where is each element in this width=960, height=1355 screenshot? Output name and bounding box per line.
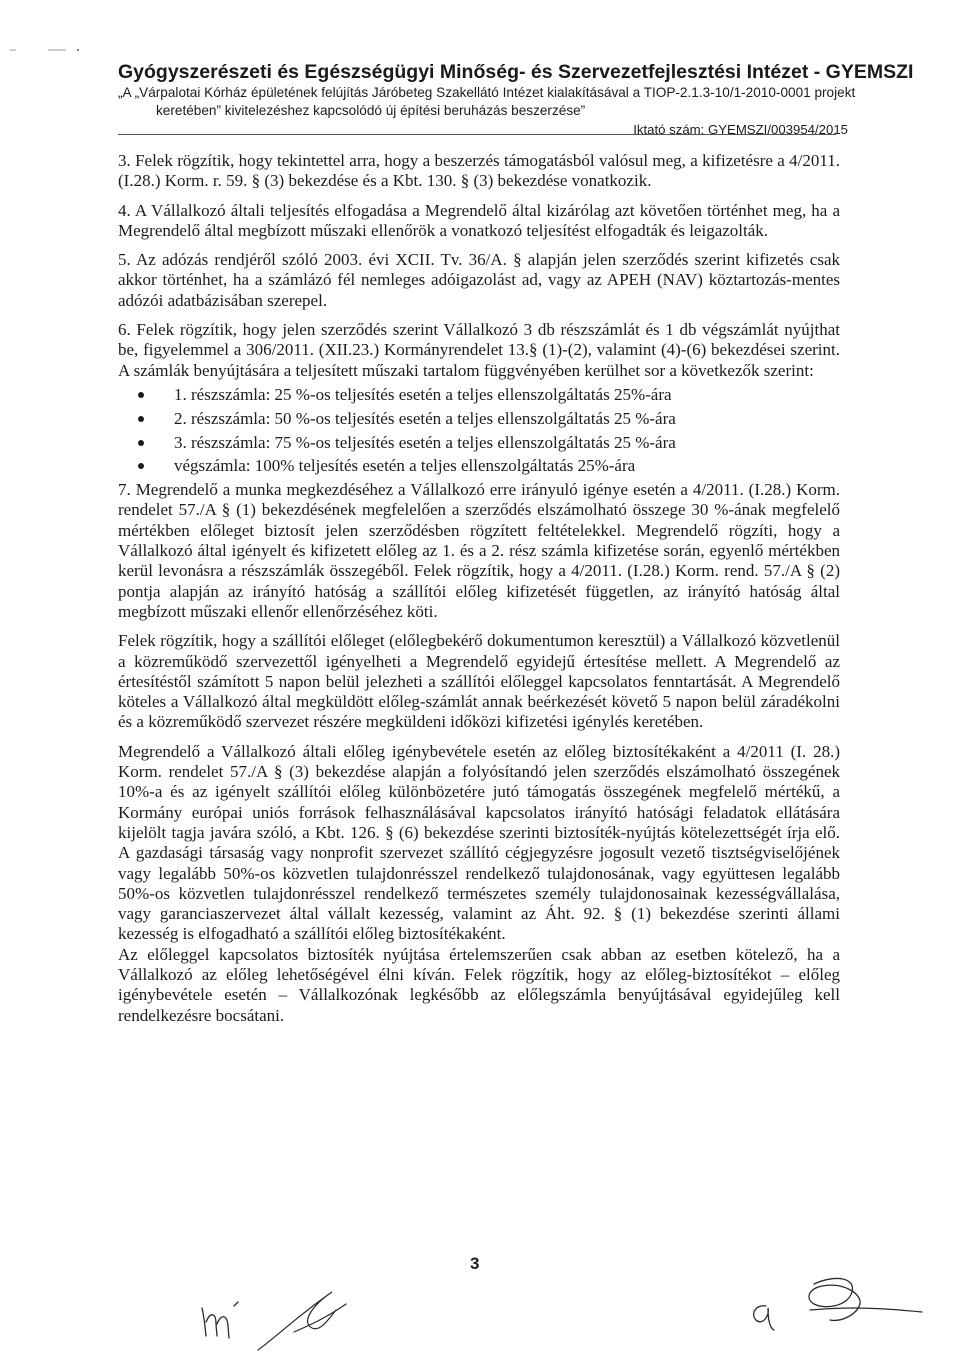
clause-5: 5. Az adózás rendjéről szóló 2003. évi XCII. Tv. 36/A. § alapján jelen szerződés szerint kifizetés csak akkor történhet, ha a számlázó fél nemleges adóigazolást ad, vagy az APEH (NAV) köztartozás-mentes adózói adatbázisában szerepel. bbox=[118, 250, 840, 310]
project-title-line-2: keretében” kivitelezéshez kapcsolódó új építési beruházás beszerzése” bbox=[156, 103, 586, 118]
project-title-line-1: „A „Várpalotai Kórház épületének felújítás Járóbeteg Szakellátó Intézet kialakításával a TIOP-2.1.3-10/1-2010-0001 projekt bbox=[118, 85, 856, 100]
guarantee-obligation-paragraph: Az előleggel kapcsolatos biztosíték nyújtása értelemszerűen csak abban az esetben kötelező, ha a Vállalkozó az előleg lehetőségével élni kíván. Felek rögzítik, hogy az előleg-biztosítékot – előleg igénybevétele esetén – Vállalkozónak legkésőbb az előlegszámla benyújtásával egyidejűleg kell rendelkezésre bocsátani. bbox=[118, 944, 840, 1025]
list-item bbox=[118, 385, 840, 405]
invoice-text: végszámla: 100% teljesítés esetén a teljes ellenszolgáltatás 25%-ára bbox=[174, 456, 636, 476]
invoice-list bbox=[118, 385, 840, 477]
header-divider bbox=[118, 134, 836, 135]
list-item bbox=[118, 456, 840, 476]
scan-corner-mark bbox=[10, 48, 80, 52]
clause-3: 3. Felek rögzítik, hogy tekintettel arra, hogy a beszerzés támogatásból valósul meg, a kifizetésre a 4/2011. (I.28.) Korm. r. 59. § (3) bekezdése és a Kbt. 130. § (3) bekezdése vonatkozik. bbox=[118, 151, 840, 191]
signature-right bbox=[744, 1270, 944, 1340]
clause-7: 7. Megrendelő a munka megkezdéséhez a Vállalkozó erre irányuló igénye esetén a 4/2011. (I.28.) Korm. rendelet 57./A § (1) bekezdésének megfelelően a szerződés elszámolható összege 30 %-ának megfelelő mértékben előleget biztosít jelen szerződésben rögzített feltételekkel. Megrendelő rögzíti, hogy a Vállalkozó által igényelt és kifizetett előleg az 1. és a 2. rész számla kifizetése során, egyenlő mértékben kerül levonásra a részszámlák összegéből. Felek rögzítik, hogy a 4/2011. (I.28.) Korm. rend. 57./A § (2) pontja alapján az irányító hatóság a szállítói előleg kifizetését független, az irányító hatóság által megbízott műszaki ellenőr ellenőrzéséhez köti. bbox=[118, 480, 840, 621]
list-item bbox=[118, 409, 840, 429]
clause-4: 4. A Vállalkozó általi teljesítés elfogadása a Megrendelő által kizárólag azt követően történhet meg, ha a Megrendelő által megbízott műszaki ellenőrök a vonatkozó teljesítést elfogadták és leigazolták. bbox=[118, 200, 840, 240]
bullet-icon bbox=[138, 392, 144, 398]
invoice-text: 1. részszámla: 25 %-os teljesítés esetén a teljes ellenszolgáltatás 25%-ára bbox=[174, 384, 672, 404]
signature-left bbox=[196, 1282, 366, 1354]
contract-body bbox=[118, 151, 840, 1035]
document-header bbox=[118, 60, 914, 139]
advance-guarantee-paragraph: Megrendelő a Vállalkozó általi előleg igénybevétele esetén az előleg biztosítékaként a 4/2011 (I. 28.) Korm. rendelet 57./A § (3) bekezdése alapján a folyósítandó jelen szerződés elszámolható összegének 10%-a és az igényelt szállítói előleg különbözetére jutó támogatás összegének megfelelő mértékű, a Kormány európai uniós források felhasználásával kapcsolatos irányító hatósági feladatok ellátására kijelölt tagja javára szóló, a Kbt. 126. § (6) bekezdése szerinti biztosíték-nyújtás kötelezettségét írja elő. A gazdasági társaság vagy nonprofit szervezet szállító cégjegyzésre jogosult vezető tisztségviselőjének vagy legalább 50%-os közvetlen tulajdonrésszel rendelkező tulajdonosának, vagy együttesen legalább 50%-os közvetlen tulajdonrésszel rendelkező természetes személy tulajdonosainak kezességvállalása, vagy garanciaszervezet által vállalt kezesség, valamint az Áht. 92. § (1) bekezdése szerinti állami kezesség is elfogadható a szállítói előleg biztosítékaként. bbox=[118, 741, 840, 944]
file-number: Iktató szám: GYEMSZI/003954/2015 bbox=[633, 122, 848, 137]
bullet-icon bbox=[138, 416, 144, 422]
bullet-icon bbox=[138, 463, 144, 469]
invoice-text: 3. részszámla: 75 %-os teljesítés esetén a teljes ellenszolgáltatás 25 %-ára bbox=[174, 432, 676, 452]
page-number: 3 bbox=[470, 1254, 480, 1273]
clause-6: 6. Felek rögzítik, hogy jelen szerződés szerint Vállalkozó 3 db részszámlát és 1 db végszámlát nyújthat be, figyelemmel a 306/2011. (XII.23.) Kormányrendelet 13.§ (1)-(2), valamint (4)-(6) bekezdései szerint. A számlák benyújtására a teljesített műszaki tartalom függvényében kerülhet sor a következők szerint: bbox=[118, 320, 840, 380]
advance-request-paragraph: Felek rögzítik, hogy a szállítói előleget (előlegbekérő dokumentumon keresztül) a Vállalkozó közvetlenül a közreműködő szervezettől igényelheti a Megrendelő egyidejű értesítése mellett. A Megrendelő az értesítéstől számított 5 napon belül jelezheti a szállítói előleggel kapcsolatos fenntartását. A Megrendelő köteles a Vállalkozó által megküldött előleg-számlát annak beérkezését követő 5 napon belül záradékolni és a közreműködő szervezet részére megküldeni időközi kifizetési igénylés keretében. bbox=[118, 631, 840, 732]
invoice-text: 2. részszámla: 50 %-os teljesítés esetén a teljes ellenszolgáltatás 25 %-ára bbox=[174, 408, 676, 428]
institute-name: Gyógyszerészeti és Egészségügyi Minőség- és Szervezetfejlesztési Intézet - GYEMSZI bbox=[118, 61, 914, 83]
list-item bbox=[118, 433, 840, 453]
bullet-icon bbox=[138, 440, 144, 446]
